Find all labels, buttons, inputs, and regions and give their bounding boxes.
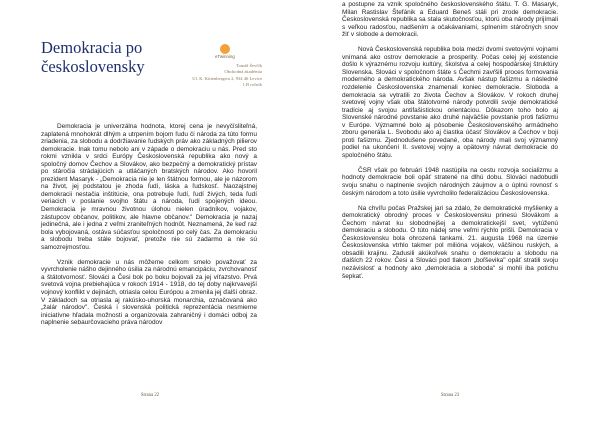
right-text-column: [342, 1, 558, 280]
author-address: Ul. K. Kittenbergera 2, 934 46 Levice: [192, 75, 262, 81]
paragraph: Demokracia je univerzálna hodnota, ktorej cena je nevyčísliteľná, zaplatená mnohokrát dlhým a utrpením bojom ľudu či národa za túto formu zriadenia, za slobodu a dodržiavanie ľudských práv ako základných pilierov demokracie. Inak tomu nebolo ani v západe o demokraciu u nás. Pred sto rokmi vznikla v srdci Európy Československá republika ako nový a spoločný domov Čechov a Slovákov, ako bezpečný a demokratický prístav po stáročia strádajúcich a utláčaných bratských národov. Ako hovoril prezident Masaryk - „Demokracia nie je len štátnou formou, ale je názorom na život, jej podstatou je zhoda ľudí, láska a ľudskosť. Naozajstnej demokracii nestačia inštitúcie, ona potrebuje ľudí, ľudí živých, teda ľudí veriacich v poslanie svojho štátu a národa, ľudí spojených ideou. Demokracia je mravnou životnou úlohou nielen úradníkov, vojakov, zástupcov občanov, politikov, ale hlavne občanov." Demokracia je nazaj jedinečná, ale i jedna z veľmi zraniteľných hodnôt. Neznamená, že keď raz bola vybojovaná, ostáva súčasťou spoločnosti po celý čas. Za demokraciu a slobodu treba stále bojovať, pretože nie sú zadarmo a nie sú samozrejmosťou.: [41, 123, 257, 251]
paragraph: Nová Československá republika bola medzi dvomi svetovými vojnami vnímaná ako ostrov demokracie a prosperity. Počas celej jej existencie došlo k výraznému rozvoju kultúry, školstva a celej hospodárskej štruktúry Slovenska. Slováci v spoločnom štáte s Čechmi zavŕšili proces formovania moderného a demokratického národa. Avšak nástup fašizmu a následné rozdelenie Československa znamenali koniec demokracie. Sloboda a demokracia sa vytratili zo života Čechov a Slovákov. V rokoch druhej svetovej vojny však oba štátotvorné národy potvrdili svoje demokratické tradície aj svojou antifašistickou orientáciou. Dôkazom toho bolo aj Slovenské národné povstanie ako druhé najväčšie povstanie proti fašizmu v Európe. Významné bolo aj pôsobenie Československého armádneho zboru generála L. Svobodu ako aj čiastka účasť Slovákov a Čechov v boji proti fašizmu. Zjednodušene povedané, oba národy mali svoj významný podiel na ukončení II. svetovej vojny a opätovný návrat demokracie do spoločného štátu.: [342, 46, 558, 159]
etwinning-logo-icon: [220, 44, 230, 54]
paragraph: Vznik demokracie u nás môžeme celkom smelo považovať za vyvrcholenie nášho dejinného úsilia za národnú emancipáciu, zvrchovanosť a štátotvornosť. Slováci a Česi bok po boku bojovali za jej víťazstvo. Prvá svetová vojna prebiehajúca v rokoch 1914 - 1918, do tej doby najkrvavejší vojnový konflikt v dejinách, otriasla celou Európou a zmenila jej ďalší obraz. V základoch sa otriasla aj rakúsko-uhorská monarchia, označovaná ako „žalár národov". Česká i slovenská politická reprezentácia nesmierne iniciatívne hľadala možnosti a organizovala zahraničný i domáci odboj za naplnenie sebaurčovacieho práva národov: [41, 258, 257, 327]
paragraph: ČSR však po februári 1948 nastúpila na cestu rozvoja socializmu a hodnoty demokracie boli opäť stratené na dlhú dobu. Slováci nadobudli svoju snahu o naplnenie svojich národných záujmov a o úplnú rovnosť s českým národom a toto úsilie vyvrcholilo federalizáciou Československa.: [342, 166, 558, 197]
etwinning-logo: [207, 44, 243, 62]
page-number: Strana 23: [440, 393, 460, 398]
author-name: Tomáš Ševčík: [236, 63, 262, 68]
author-school: Obchodná akadémia: [224, 69, 262, 75]
author-class: 1.B ročník: [242, 82, 262, 88]
page-number: Strana 22: [140, 393, 160, 398]
right-page: [300, 0, 600, 424]
page-title: Demokracia po československy: [41, 38, 145, 76]
author-block: [102, 63, 262, 89]
etwinning-logo-text: eTwinning: [215, 54, 235, 59]
left-text-column: [41, 123, 257, 327]
paragraph: Na chvíľu počas Pražskej jari sa zdalo, že demokratické myšlienky a demokratický obrodný proces v Československu prinesú Slovákom a Čechom návrat ku slobodnejšej a demokratickejší svet, vytúženú demokraciu a slobodu. O túto nádej sme veľmi rýchlo prišli. Demokracia v Československu bola ohrozená tankami. 21. augusta 1968 na územie Československa vtrhlo takmer pol milióna vojakov, väčšinou ruských, a obsadili krajinu. Zadusili akúkoľvek snahu o demokraciu a slobodu na ďalších 22 rokov. Česi a Slováci pod tlakom „boľševika" opäť stratili svoju nezávislosť a hodnoty ako „demokracia a sloboda" si mohli iba potichu šepkať.: [342, 204, 558, 280]
paragraph: a postupne za vznik spoločného československého štátu. T. G. Masaryk, Milan Rastislav Štefánik a Eduard Beneš stáli pri zrode demokracie. Československá republika sa stala skutočnosťou, ktorú oba národy prijímali s veľkou radosťou, nadšením a očakávaniami, splnením stáročných snov žiť v slobode a demokracii.: [342, 1, 558, 39]
